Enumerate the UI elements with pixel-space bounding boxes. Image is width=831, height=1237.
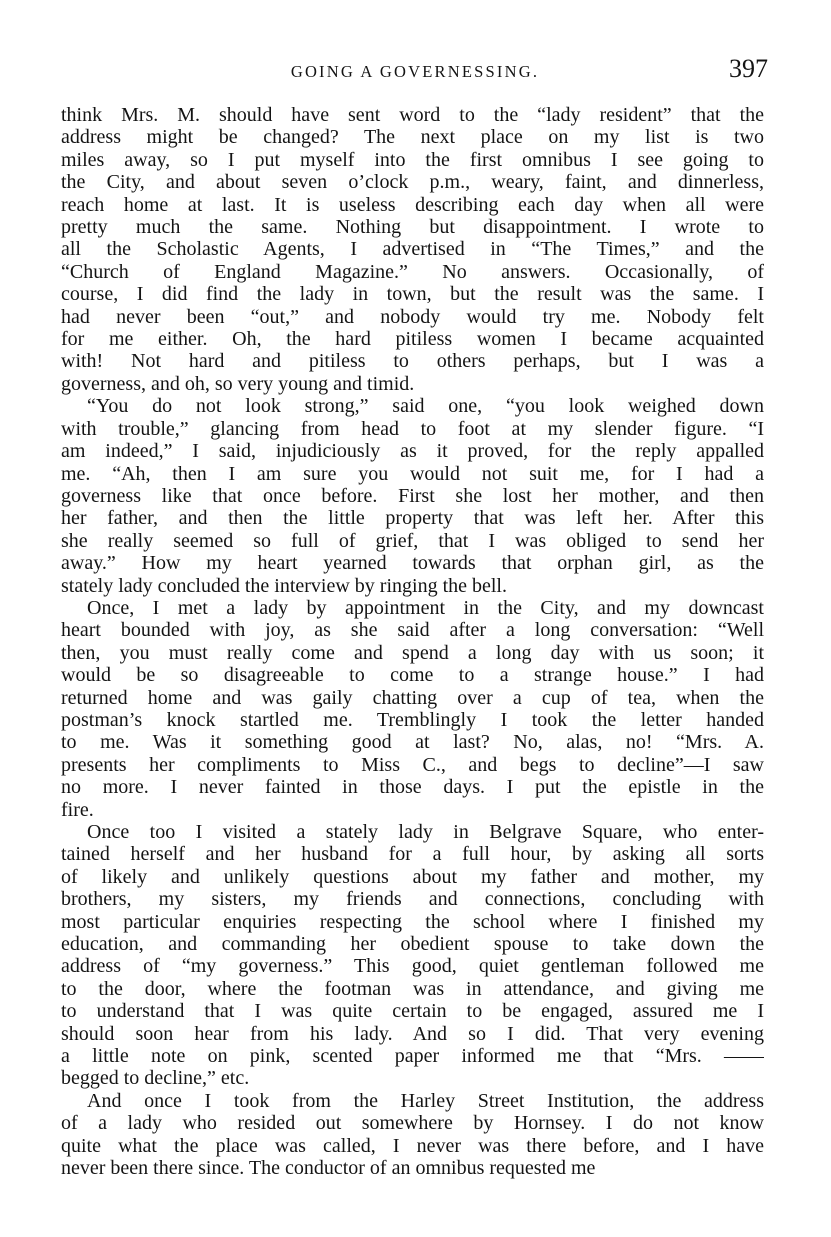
- text-line: education, and commanding her obedient spouse to take down the: [61, 933, 764, 956]
- text-line: address of “my governess.” This good, quiet gentleman followed me: [61, 955, 764, 978]
- text-line: had never been “out,” and nobody would try me. Nobody felt: [61, 305, 764, 328]
- text-line: never been there since. The conductor of an omnibus requested me: [61, 1157, 596, 1180]
- paragraph: [61, 821, 764, 1090]
- text-line: the City, and about seven o’clock p.m., weary, faint, and dinnerless,: [61, 171, 764, 194]
- paragraph: [61, 1090, 764, 1180]
- text-line: then, you must really come and spend a long day with us soon; it: [61, 641, 764, 664]
- text-line: “You do not look strong,” said one, “you look weighed down: [87, 395, 764, 418]
- text-line: no more. I never fainted in those days. I put the epistle in the: [61, 776, 764, 799]
- text-line: course, I did find the lady in town, but the result was the same. I: [61, 283, 764, 306]
- text-line: of likely and unlikely questions about my father and mother, my: [61, 865, 764, 888]
- text-line: a little note on pink, scented paper informed me that “Mrs. ——: [61, 1045, 764, 1068]
- text-line: should soon hear from his lady. And so I did. That very evening: [61, 1022, 764, 1045]
- text-line: would be so disagreeable to come to a strange house.” I had: [61, 664, 764, 687]
- text-line: to me. Was it something good at last? No, alas, no! “Mrs. A.: [61, 731, 764, 754]
- text-line: with! Not hard and pitiless to others perhaps, but I was a: [61, 350, 764, 373]
- text-line: fire.: [61, 798, 94, 821]
- text-line: away.” How my heart yearned towards that orphan girl, as the: [61, 552, 764, 575]
- paragraph: [61, 104, 764, 395]
- text-line: governess like that once before. First she lost her mother, and then: [61, 484, 764, 507]
- text-line: presents her compliments to Miss C., and begs to decline”—I saw: [61, 753, 764, 776]
- text-line: most particular enquiries respecting the school where I finished my: [61, 910, 764, 933]
- text-line: And once I took from the Harley Street Institution, the address: [87, 1089, 764, 1112]
- text-line: governess, and oh, so very young and timid.: [61, 372, 415, 395]
- text-line: “Church of England Magazine.” No answers. Occasionally, of: [61, 260, 764, 283]
- text-line: to the door, where the footman was in attendance, and giving me: [61, 977, 764, 1000]
- text-line: reach home at last. It is useless describing each day when all were: [61, 193, 764, 216]
- text-line: for me either. Oh, the hard pitiless women I became acquainted: [61, 328, 764, 351]
- text-line: stately lady concluded the interview by ringing the bell.: [61, 574, 507, 597]
- running-title: GOING A GOVERNESSING.: [290, 62, 540, 81]
- text-line: heart bounded with joy, as she said after a long conversation: “Well: [61, 619, 764, 642]
- text-line: with trouble,” glancing from head to foot at my slender figure. “I: [61, 417, 764, 440]
- text-line: begged to decline,” etc.: [61, 1067, 250, 1090]
- text-line: pretty much the same. Nothing but disappointment. I wrote to: [61, 216, 764, 239]
- text-line: her father, and then the little property that was left her. After this: [61, 507, 764, 530]
- text-line: returned home and was gaily chatting over a cup of tea, when the: [61, 686, 764, 709]
- text-line: to understand that I was quite certain to be engaged, assured me I: [61, 1000, 764, 1023]
- text-line: she really seemed so full of grief, that I was obliged to send her: [61, 529, 764, 552]
- text-line: postman’s knock startled me. Tremblingly I took the letter handed: [61, 708, 764, 731]
- text-line: Once too I visited a stately lady in Belgrave Square, who enter-: [87, 821, 764, 843]
- text-line: me. “Ah, then I am sure you would not suit me, for I had a: [61, 462, 764, 485]
- text-line: brothers, my sisters, my friends and connections, concluding with: [61, 888, 764, 911]
- text-line: address might be changed? The next place on my list is two: [61, 126, 764, 149]
- page-number: 397: [729, 54, 768, 83]
- body-text: [61, 104, 764, 1180]
- text-line: all the Scholastic Agents, I advertised in “The Times,” and the: [61, 238, 764, 261]
- text-line: of a lady who resided out somewhere by Hornsey. I do not know: [61, 1112, 764, 1135]
- paragraph: [61, 597, 764, 821]
- text-line: miles away, so I put myself into the first omnibus I see going to: [61, 148, 764, 171]
- running-head: [62, 54, 768, 88]
- text-line: think Mrs. M. should have sent word to the “lady resident” that the: [61, 104, 764, 126]
- text-line: Once, I met a lady by appointment in the City, and my downcast: [87, 596, 764, 619]
- text-line: quite what the place was called, I never was there before, and I have: [61, 1134, 764, 1157]
- text-line: am indeed,” I said, injudiciously as it proved, for the reply appalled: [61, 440, 764, 463]
- text-line: tained herself and her husband for a full hour, by asking all sorts: [61, 843, 764, 866]
- paragraph: [61, 395, 764, 597]
